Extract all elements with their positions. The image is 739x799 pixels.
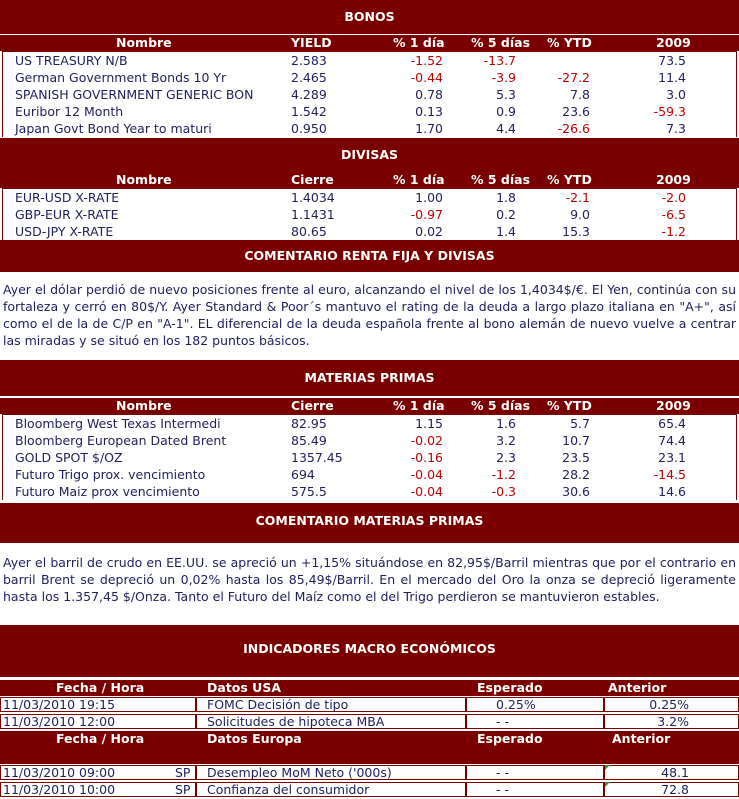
materias-cell-name: GOLD SPOT $/OZ [15, 450, 123, 465]
macro-eur-header-datos: Datos Europa [207, 731, 302, 746]
materias-cell-v3: 2.3 [496, 450, 516, 465]
bonos-header-5d: % 5 días [471, 35, 531, 50]
divisas-cell-v3: 1.4 [496, 224, 516, 239]
bonos-cell-v2: -1.52 [410, 53, 443, 68]
bonos-header-yield: YIELD [291, 35, 332, 50]
comentario-mp-text: Ayer el barril de crudo en EE.UU. se apreció un +1,15% situándose en 82,95$/Barril mientras que por el contrario en barril Brent se depreció un 0,02% hasta los 85,49$/Barril. En el mercado del Oro la onza se depreció ligeramente hasta los 1.357,45 $/Onza. Tanto el Futuro del Maíz como el del Trigo perdieron se mantuvieron estables. [0, 554, 739, 624]
bonos-row [3, 103, 736, 120]
bonos-cell-v4: 23.6 [562, 104, 590, 119]
bonos-cell-v3: 0.9 [496, 104, 516, 119]
macro-anterior: 0.25% [649, 697, 689, 712]
macro-usa-header-anterior: Anterior [608, 680, 667, 695]
bonos-row [3, 86, 736, 103]
materias-cell-v4: 28.2 [562, 467, 590, 482]
materias-cell-v1: 694 [291, 467, 315, 482]
materias-header-2009: 2009 [656, 398, 691, 413]
bonos-cell-v5: 7.3 [666, 121, 686, 136]
macro-title-band [0, 625, 739, 677]
macro-anterior: 3.2% [657, 714, 689, 729]
macro-eur-header-row [0, 731, 739, 764]
bonos-cell-name: German Government Bonds 10 Yr [15, 70, 227, 85]
divisas-row [3, 189, 736, 206]
bonos-title-band [0, 0, 739, 34]
materias-row [3, 449, 736, 466]
bonos-cell-v1: 2.583 [291, 53, 327, 68]
materias-cell-v3: -0.3 [491, 484, 516, 499]
bonos-cell-v5: 73.5 [658, 53, 686, 68]
comentario-mp-title: COMENTARIO MATERIAS PRIMAS [255, 513, 484, 528]
macro-usa-row [0, 697, 739, 713]
bonos-cell-v3: 4.4 [496, 121, 516, 136]
flag-marker-icon [605, 765, 610, 770]
macro-esperado: - - [496, 782, 509, 797]
macro-eur-row [0, 782, 739, 798]
divisas-header-cierre: Cierre [291, 172, 334, 187]
materias-title: MATERIAS PRIMAS [304, 370, 435, 385]
divisas-row [3, 206, 736, 223]
divisas-cell-v1: 80.65 [291, 224, 327, 239]
materias-cell-v5: 74.4 [658, 433, 686, 448]
materias-cell-v2: 1.15 [415, 416, 443, 431]
materias-header-row [0, 398, 739, 414]
esperado-cell-border [466, 782, 604, 797]
macro-fecha: 11/03/2010 10:00 [3, 782, 116, 797]
bonos-row [3, 69, 736, 86]
bonos-cell-v1: 2.465 [291, 70, 327, 85]
bonos-cell-v2: 0.78 [415, 87, 443, 102]
materias-cell-name: Futuro Maiz prox vencimiento [15, 484, 200, 499]
macro-eur-header-fecha: Fecha / Hora [56, 731, 145, 746]
materias-row [3, 483, 736, 500]
macro-dato: Confianza del consumidor [207, 782, 370, 797]
bonos-cell-v1: 0.950 [291, 121, 327, 136]
bonos-cell-v5: -59.3 [653, 104, 686, 119]
macro-anterior: 72.8 [661, 782, 689, 797]
comentario-mp-band [0, 503, 739, 543]
bonos-cell-name: Japan Govt Bond Year to maturi [15, 121, 212, 136]
bonos-row [3, 120, 736, 137]
divisas-header-5d: % 5 días [471, 172, 531, 187]
materias-cell-v2: -0.04 [410, 467, 443, 482]
macro-fecha: 11/03/2010 09:00 [3, 765, 116, 780]
bonos-cell-v3: 5.3 [496, 87, 516, 102]
macro-dato: FOMC Decisión de tipo [207, 697, 349, 712]
macro-esperado: - - [496, 765, 509, 780]
comentario-rf-band [0, 240, 739, 272]
bonos-cell-v2: 1.70 [415, 121, 443, 136]
materias-cell-v2: -0.02 [410, 433, 443, 448]
divisas-cell-v4: -2.1 [565, 190, 590, 205]
divisas-cell-v5: -1.2 [661, 224, 686, 239]
divisas-cell-v1: 1.1431 [291, 207, 335, 222]
divisas-header-nombre: Nombre [116, 172, 172, 187]
divisas-cell-v5: -6.5 [661, 207, 686, 222]
divisas-title-band [0, 138, 739, 172]
materias-header-nombre: Nombre [116, 398, 172, 413]
divisas-cell-name: USD-JPY X-RATE [15, 224, 114, 239]
bonos-cell-v3: -13.7 [483, 53, 516, 68]
macro-fecha: 11/03/2010 12:00 [3, 714, 116, 729]
flag-marker-icon [605, 782, 610, 787]
macro-usa-header-esperado: Esperado [477, 680, 543, 695]
divisas-cell-name: EUR-USD X-RATE [15, 190, 120, 205]
materias-cell-v4: 10.7 [562, 433, 590, 448]
materias-cell-v1: 575.5 [291, 484, 327, 499]
materias-row [3, 415, 736, 432]
esperado-cell-border [466, 714, 604, 729]
macro-anterior: 48.1 [661, 765, 689, 780]
bonos-cell-v2: -0.44 [410, 70, 443, 85]
materias-header-5d: % 5 días [471, 398, 531, 413]
macro-dato: Desempleo MoM Neto ('000s) [207, 765, 392, 780]
materias-header-ytd: % YTD [547, 398, 592, 413]
macro-esperado: 0.25% [496, 697, 536, 712]
materias-title-band [0, 360, 739, 396]
bonos-header-row [0, 35, 739, 51]
bonos-title: BONOS [344, 9, 395, 24]
bonos-header-1d: % 1 día [393, 35, 445, 50]
divisas-cell-name: GBP-EUR X-RATE [15, 207, 119, 222]
bonos-cell-name: SPANISH GOVERNMENT GENERIC BON [15, 87, 254, 102]
materias-cell-name: Bloomberg European Dated Brent [15, 433, 227, 448]
divisas-cell-v3: 0.2 [496, 207, 516, 222]
divisas-header-2009: 2009 [656, 172, 691, 187]
bonos-header-2009: 2009 [656, 35, 691, 50]
bonos-header-nombre: Nombre [116, 35, 172, 50]
divisas-cell-v1: 1.4034 [291, 190, 335, 205]
macro-pais: SP [175, 765, 191, 780]
materias-cell-v5: 23.1 [658, 450, 686, 465]
comentario-rf-text: Ayer el dólar perdió de nuevo posiciones frente al euro, alcanzando el nivel de los 1,4034$/€. El Yen, continúa con su fortaleza y cerró en 80$/Y. Ayer Standard & Poor´s mantuvo el rating de la deuda a largo plazo italiana en "A+", así como el de la de C/P en "A-1". EL diferencial de la deuda española frente al bono alemán de nuevo vuelve a centrar las miradas y se situó en los 182 puntos básicos. [0, 281, 739, 351]
divisas-header-1d: % 1 día [393, 172, 445, 187]
materias-cell-v5: -14.5 [653, 467, 686, 482]
esperado-cell-border [466, 765, 604, 780]
comentario-rf-title: COMENTARIO RENTA FIJA Y DIVISAS [244, 248, 495, 263]
divisas-cell-v3: 1.8 [496, 190, 516, 205]
materias-row [3, 432, 736, 449]
materias-cell-name: Futuro Trigo prox. vencimiento [15, 467, 206, 482]
bonos-cell-name: Euribor 12 Month [15, 104, 124, 119]
macro-eur-header-anterior: Anterior [612, 731, 671, 746]
divisas-cell-v2: 1.00 [415, 190, 443, 205]
bonos-cell-v5: 11.4 [658, 70, 686, 85]
divisas-title: DIVISAS [340, 147, 399, 162]
materias-cell-v3: 1.6 [496, 416, 516, 431]
materias-cell-v2: -0.16 [410, 450, 443, 465]
divisas-cell-v2: 0.02 [415, 224, 443, 239]
materias-row [3, 466, 736, 483]
materias-cell-v4: 30.6 [562, 484, 590, 499]
bonos-cell-v3: -3.9 [491, 70, 516, 85]
materias-cell-v2: -0.04 [410, 484, 443, 499]
macro-title: INDICADORES MACRO ECONÓMICOS [243, 641, 496, 656]
materias-cell-v4: 5.7 [570, 416, 590, 431]
divisas-cell-v4: 9.0 [570, 207, 590, 222]
materias-cell-v4: 23.5 [562, 450, 590, 465]
divisas-cell-v2: -0.97 [410, 207, 443, 222]
macro-usa-header-datos: Datos USA [207, 680, 281, 695]
materias-header-1d: % 1 día [393, 398, 445, 413]
macro-usa-header-fecha: Fecha / Hora [56, 680, 145, 695]
materias-cell-v3: 3.2 [496, 433, 516, 448]
divisas-cell-v4: 15.3 [562, 224, 590, 239]
materias-cell-v1: 82.95 [291, 416, 327, 431]
bonos-cell-name: US TREASURY N/B [15, 53, 128, 68]
divisas-header-ytd: % YTD [547, 172, 592, 187]
bonos-cell-v4: -26.6 [557, 121, 590, 136]
macro-esperado: - - [496, 714, 509, 729]
bonos-header-ytd: % YTD [547, 35, 592, 50]
materias-cell-v5: 65.4 [658, 416, 686, 431]
bonos-cell-v2: 0.13 [415, 104, 443, 119]
divisas-header-row [0, 172, 739, 188]
macro-eur-row [0, 765, 739, 781]
macro-usa-row [0, 714, 739, 730]
macro-fecha: 11/03/2010 19:15 [3, 697, 116, 712]
bonos-cell-v1: 1.542 [291, 104, 327, 119]
materias-cell-v3: -1.2 [491, 467, 516, 482]
materias-header-cierre: Cierre [291, 398, 334, 413]
macro-dato: Solicitudes de hipoteca MBA [207, 714, 385, 729]
materias-cell-v5: 14.6 [658, 484, 686, 499]
divisas-row [3, 223, 736, 240]
bonos-cell-v1: 4.289 [291, 87, 327, 102]
materias-cell-v1: 85.49 [291, 433, 327, 448]
materias-cell-name: Bloomberg West Texas Intermedi [15, 416, 221, 431]
bonos-cell-v4: 7.8 [570, 87, 590, 102]
macro-pais: SP [175, 782, 191, 797]
bonos-cell-v4: -27.2 [557, 70, 590, 85]
divisas-cell-v5: -2.0 [661, 190, 686, 205]
macro-eur-header-esperado: Esperado [477, 731, 543, 746]
macro-usa-header-row [0, 680, 739, 696]
bonos-row [3, 52, 736, 69]
bonos-cell-v5: 3.0 [666, 87, 686, 102]
materias-cell-v1: 1357.45 [291, 450, 343, 465]
